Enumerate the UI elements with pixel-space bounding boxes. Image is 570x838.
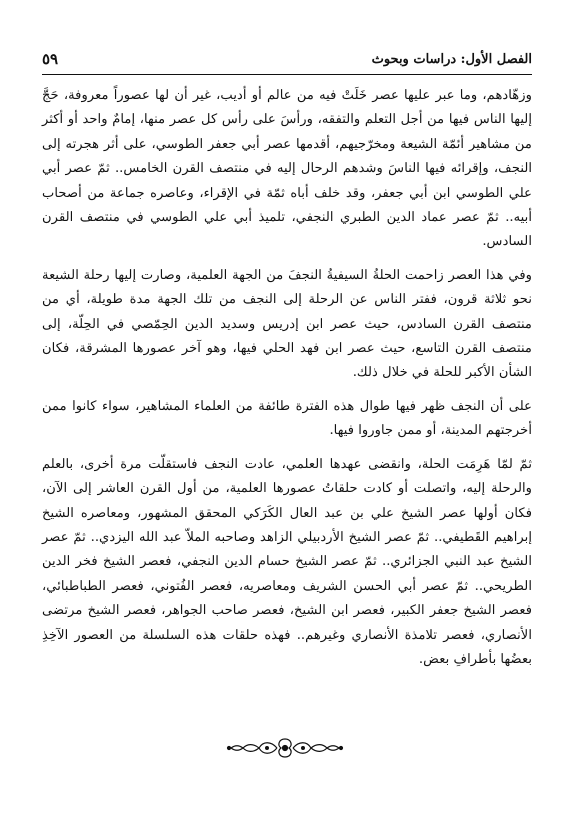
floral-ornament-icon <box>0 735 570 765</box>
chapter-title: الفصل الأول: دراسات وبحوث <box>371 52 532 67</box>
paragraph: وزهّادهم، وما عبر عليها عصر خَلَتْ فيه من عالم أو أديب، غير أن لها عصوراً معروفة، حَجَّ إليها الناس فيها من أجل التعلم والتفقه، ورأسَ على رأس كل عصر منها، إمامٌ واحد أو أكثر من مشاهير أئمّة الشيعة ومخرّجيهم، أقدمها عصر أبي جعفر الطوسي، على أثر هجرته إلى النجف، وإقرائه فيها الناسَ وشدهم الرحال إليه في منتصف القرن الخامس.. ثمّ عصر أبي علي الطوسي ابن أبي جعفر، وقد خلف أباه ثمّة في الإقراء، وعاصره جماعة من أصحاب أبيه.. ثمّ عصر عماد الدين الطبري النجفي، تلميذ أبي علي الطوسي في منتصف القرن السادس. <box>42 88 532 250</box>
header-divider <box>42 74 532 75</box>
page-number: ٥٩ <box>42 50 59 68</box>
page-header <box>42 50 532 72</box>
paragraph: على أن النجف ظهر فيها طوال هذه الفترة طائفة من العلماء المشاهير، سواء كانوا ممن أخرجتهم المدينة، أو ممن جاوروا فيها. <box>42 398 532 439</box>
body-text <box>42 84 532 672</box>
paragraph: ثمّ لمّا هَرِمَت الحلة، وانقضى عهدها العلمي، عادت النجف فاستقلّت مرة أخرى، بالعلم والرحلة إليه، واتصلت أو كادت حلقاتُ عصورها العلمية، من أول القرن العاشر إلى الآن، فكان أولها عصر الشيخ علي بن عبد العال الكَرَكي المحقق المشهور، ومعاصره الشيخ إبراهيم القَطيفي.. ثمّ عصر الشيخ الأردبيلي الزاهد وصاحبه الملاّ عبد الله اليزدي.. ثمّ عصر الشيخ عبد النبي الجزائري.. ثمّ عصر الشيخ حسام الدين النجفي، فعصر الشيخ فخر الدين الطريحي.. ثمّ عصر أبي الحسن الشريف ومعاصريه، فعصر الفُتوني، فعصر الطباطبائي، فعصر الشيخ جعفر الكبير، فعصر ابن الشيخ، فعصر صاحب الجواهر، فعصر الشيخ مرتضى الأنصاري، فعصر تلامذة الأنصاري وغيرهم.. فهذه حلقات هذه السلسلة من العصور الآخِذِ بعضُها بأطرافِ بعض. <box>42 456 532 667</box>
paragraph: وفي هذا العصر زاحمت الحلةُ السيفيةُ النجفَ من الجهة العلمية، وصارت إليها رحلة الشيعة نحو ثلاثة قرون، ففتر الناس عن الرحلة إلى النجف من تلك الجهة مدة طويلة، أي من منتصف القرن السادس، حيث عصر ابن إدريس وسديد الدين الحِمّصي في الحِلّة، إلى منتصف القرن التاسع، حيث عصر ابن فهد الحلي فيها، وهو آخر عصورها المشرقة، فكان الشأن الأكبر للحلة في خلال ذلك. <box>42 267 532 381</box>
